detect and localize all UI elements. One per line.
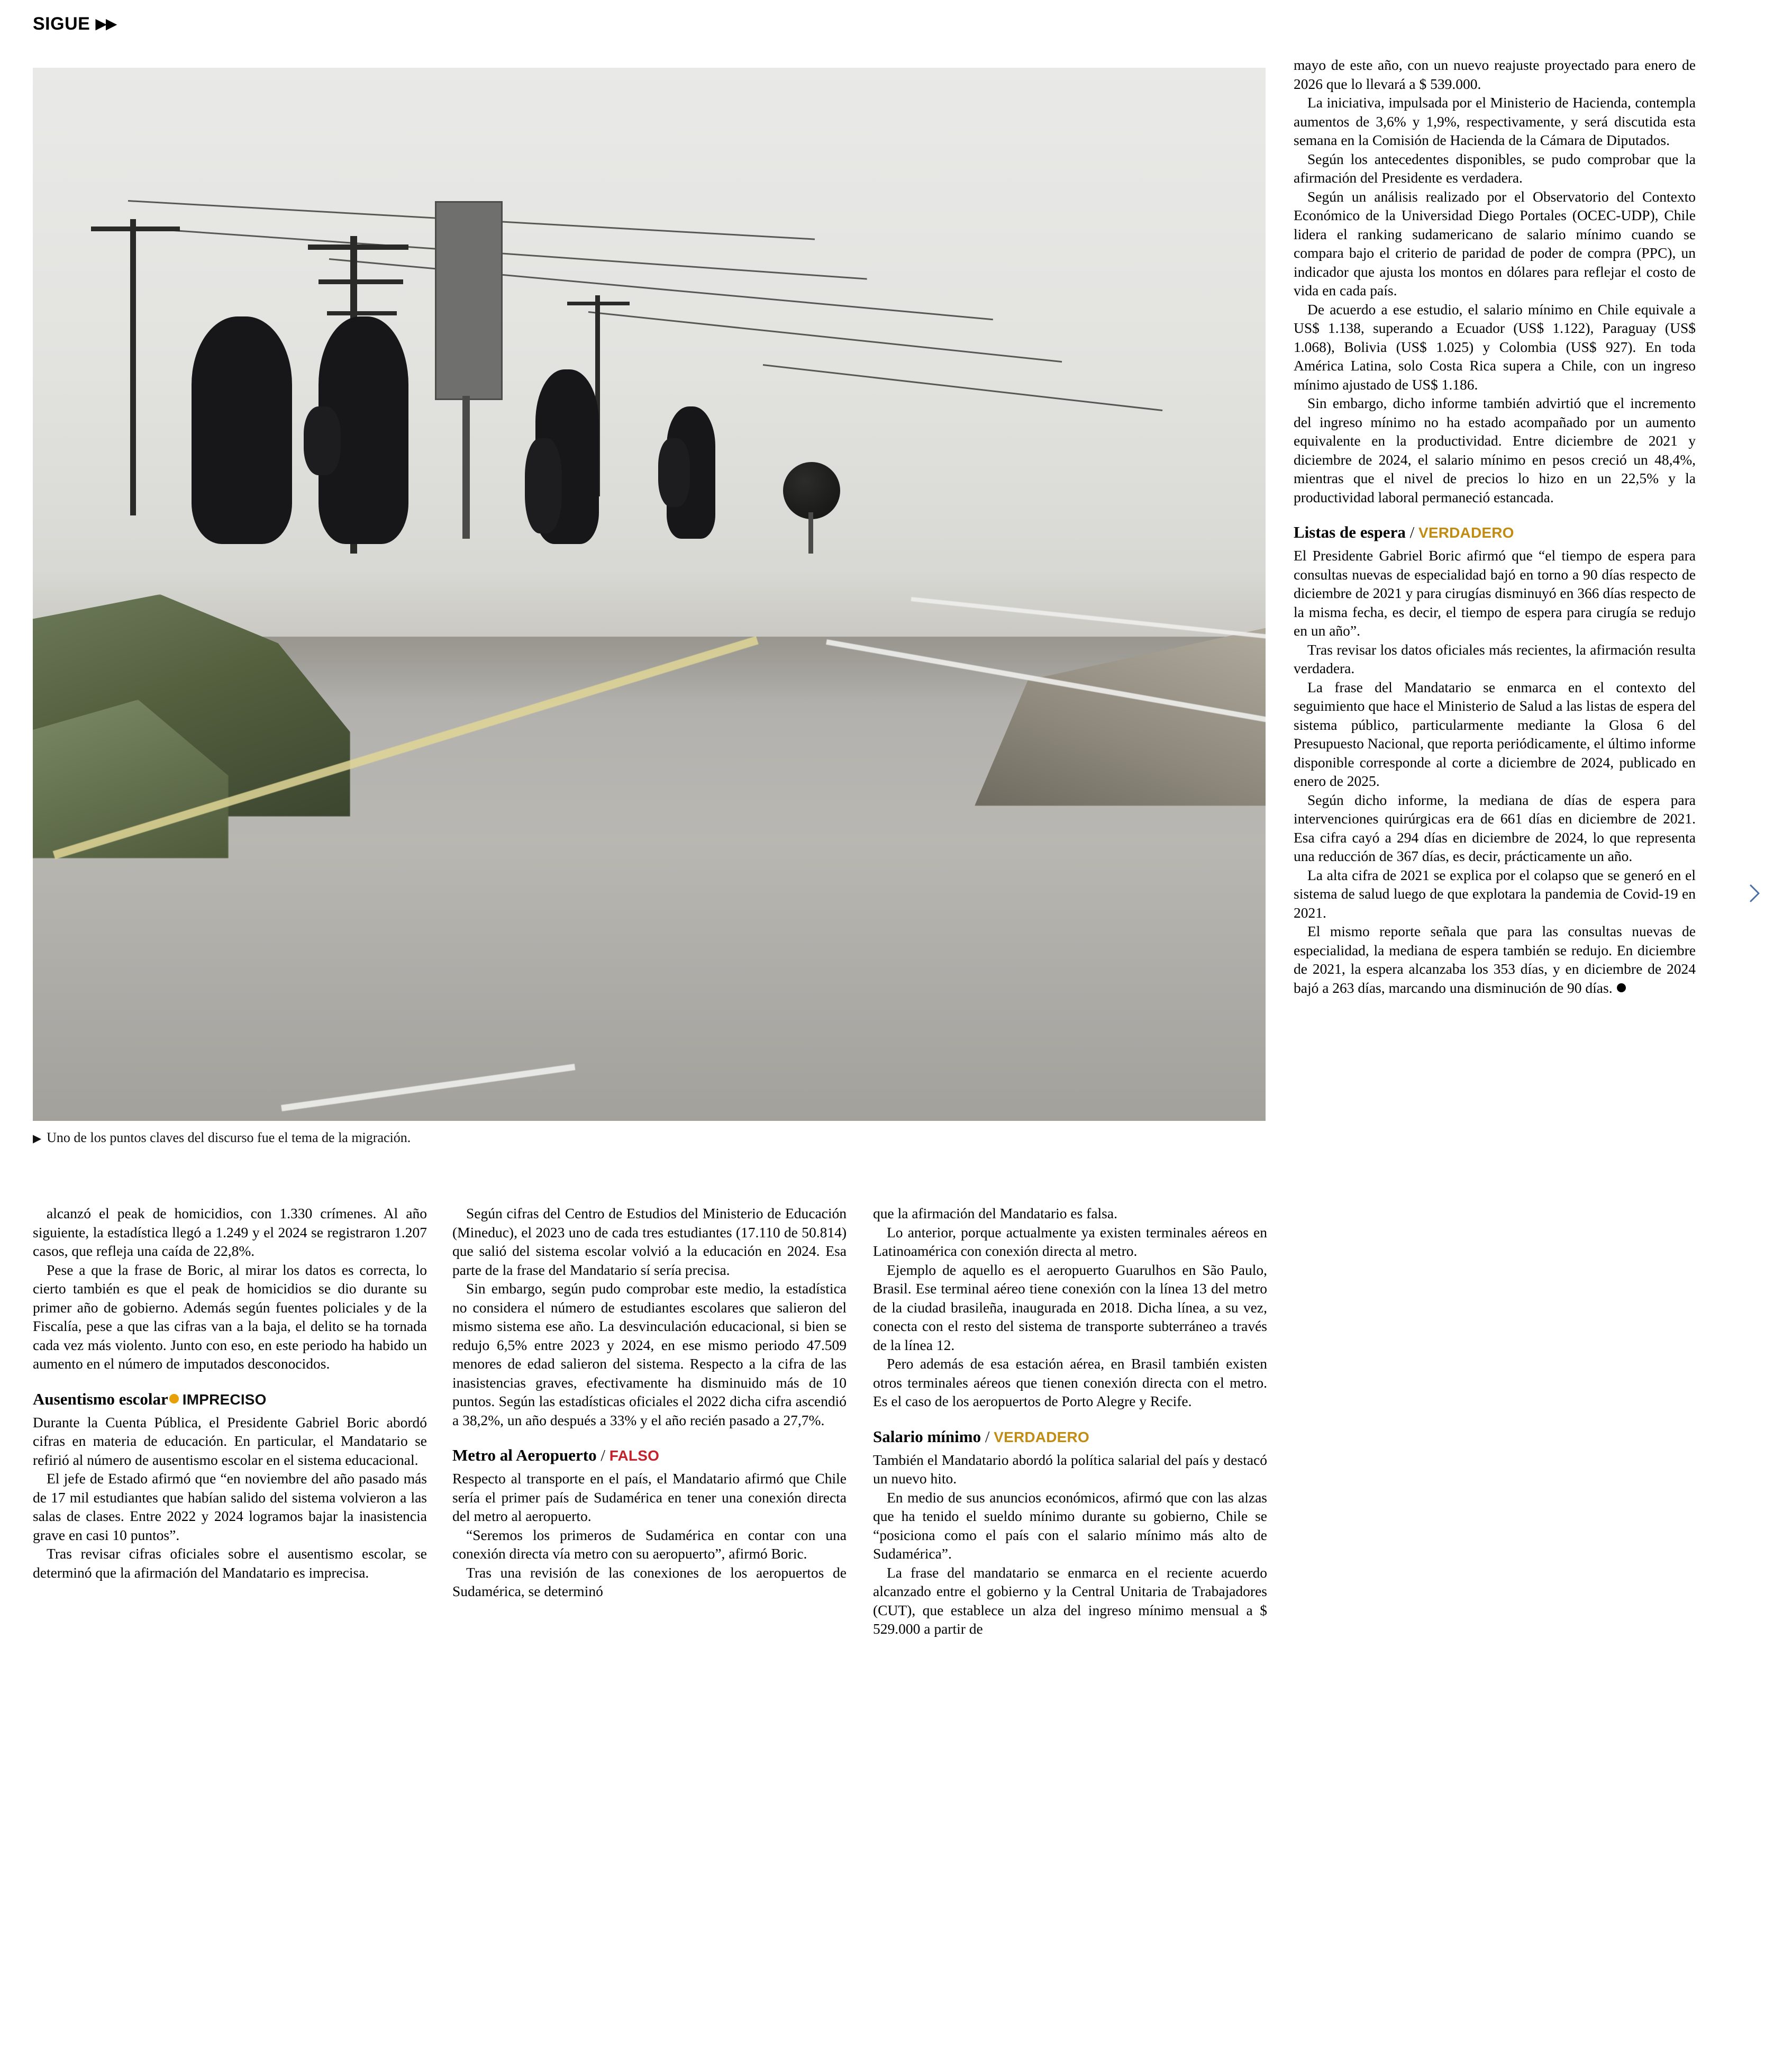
verdict-badge: VERDADERO bbox=[994, 1428, 1089, 1445]
text-column-3 bbox=[873, 1204, 1267, 1638]
paragraph: alcanzó el peak de homicidios, con 1.330 crímenes. Al año siguiente, la estadística llegó a 1.249 y el 2024 se registraron 1.207 casos, que refleja una caída de 22,8%. bbox=[33, 1205, 427, 1259]
impreciso-dot-icon bbox=[169, 1394, 179, 1403]
photo-pole-crossarm bbox=[91, 227, 180, 231]
text-column-2 bbox=[452, 1204, 847, 1601]
paragraph: Sin embargo, dicho informe también advirtió que el incremento del ingreso mínimo no ha estado acompañado por un aumento equivalente en la productividad. Entre diciembre de 2021 y diciembre de 2024, el salario mínimo en pesos creció un 48,4%, mientras que el nivel de precios lo hizo en un 22,5% y la productividad laboral permaneció estancada. bbox=[1294, 395, 1696, 505]
paragraph: También el Mandatario abordó la política salarial del país y destacó un nuevo hito. bbox=[873, 1451, 1267, 1487]
section-heading-metro-aeropuerto bbox=[452, 1445, 847, 1466]
paragraph: El jefe de Estado afirmó que “en noviembre del año pasado más de 17 mil estudiantes que habían salido del sistema volvieron a las salas de clases. Entre 2022 y 2024 logramos bajar la inasistencia grave en casi 10 puntos”. bbox=[33, 1470, 427, 1543]
text-column-4 bbox=[1294, 56, 1696, 997]
section-heading-listas-de-espera bbox=[1294, 522, 1696, 543]
photo-figure-bag bbox=[525, 438, 562, 533]
paragraph: Tras revisar cifras oficiales sobre el ausentismo escolar, se determinó que la afirmación del Mandatario es imprecisa. bbox=[33, 1545, 427, 1581]
caption-triangle-icon: ▶ bbox=[33, 1132, 42, 1145]
continues-marker bbox=[33, 14, 116, 34]
paragraph: La alta cifra de 2021 se explica por el colapso que se generó en el sistema de salud luego de que explotara la pandemia de Covid-19 en 2021. bbox=[1294, 866, 1696, 921]
section-slash: / bbox=[1405, 523, 1418, 541]
section-title: Salario mínimo bbox=[873, 1427, 981, 1446]
caption-text: Uno de los puntos claves del discurso fue el tema de la migración. bbox=[47, 1130, 411, 1145]
paragraph: “Seremos los primeros de Sudamérica en contar con una conexión directa vía metro con su aeropuerto”, afirmó Boric. bbox=[452, 1526, 847, 1562]
paragraph: Según un análisis realizado por el Observatorio del Contexto Económico de la Universidad Diego Portales (OCEC-UDP), Chile lidera el ranking sudamericano de salario mínimo cuando se compara bajo el criterio de paridad de poder de compra (PPC), un indicador que ajusta los montos en dólares para reflejar el costo de vida en cada país. bbox=[1294, 188, 1696, 298]
section-title: Listas de espera bbox=[1294, 523, 1406, 541]
paragraph: Respecto al transporte en el país, el Mandatario afirmó que Chile sería el primer país de Sudamérica en tener una conexión directa del metro al aeropuerto. bbox=[452, 1470, 847, 1524]
paragraph: Ejemplo de aquello es el aeropuerto Guarulhos en São Paulo, Brasil. Ese terminal aéreo tiene conexión con la línea 13 del metro de la ciudad brasileña, inaugurada en 2018. Dicha línea, a su vez, conecta con el resto del sistema de transporte subterráneo a través de la línea 12. bbox=[873, 1261, 1267, 1353]
continues-label: SIGUE bbox=[33, 14, 90, 34]
photo-satellite-dish bbox=[783, 462, 840, 519]
paragraph: El Presidente Gabriel Boric afirmó que “el tiempo de espera para consultas nuevas de especialidad bajó en torno a 90 días respecto de diciembre de 2021 y para cirugías disminuyó en 366 días respecto de la misma fecha, es decir, el tiempo de espera para cirugía se redujo en un año”. bbox=[1294, 547, 1696, 639]
photo-figure-bag bbox=[658, 438, 690, 507]
next-page-chevron-icon[interactable] bbox=[1742, 881, 1767, 905]
section-heading-salario-minimo bbox=[873, 1427, 1267, 1447]
article-photo bbox=[33, 68, 1266, 1121]
paragraph: En medio de sus anuncios económicos, afirmó que con las alzas que ha tenido el sueldo mínimo durante su gobierno, Chile se “posiciona como el país con el salario mínimo más alto de Sudamérica”. bbox=[873, 1489, 1267, 1562]
photo-canvas bbox=[33, 68, 1266, 1121]
photo-billboard-post bbox=[462, 396, 470, 539]
text-column-1 bbox=[33, 1204, 427, 1582]
photo-figure bbox=[192, 316, 292, 544]
photo-caption bbox=[33, 1130, 411, 1146]
photo-pole-crossarm bbox=[567, 302, 630, 305]
paragraph: Según dicho informe, la mediana de días de espera para intervenciones quirúrgicas era de 661 días en diciembre de 2021. Esa cifra cayó a 294 días en diciembre de 2024, lo que representa una reducción de 367 días, es decir, prácticamente un año. bbox=[1294, 791, 1696, 864]
photo-pole-crossarm bbox=[319, 279, 403, 284]
photo-pole-crossarm bbox=[308, 244, 408, 250]
paragraph: que la afirmación del Mandatario es falsa. bbox=[873, 1205, 1117, 1221]
section-title: Ausentismo escolar bbox=[33, 1389, 168, 1408]
paragraph: Pero además de esa estación aérea, en Brasil también existen otros terminales aéreos que tienen conexión directa con el metro. Es el caso de los aeropuertos de Porto Alegre y Recife. bbox=[873, 1355, 1267, 1409]
verdict-badge: VERDADERO bbox=[1418, 524, 1514, 541]
paragraph: Pese a que la frase de Boric, al mirar los datos es correcta, lo cierto también es que el peak de homicidios se dio durante su primer año de gobierno. Además según fuentes policiales y de la Fiscalía, pese a que las cifras van a la baja, el delito se ha tornada cada vez más violento. Junto con eso, en este periodo ha habido un aumento en el número de imputados desconocidos. bbox=[33, 1261, 427, 1372]
article-end-mark-icon bbox=[1617, 983, 1626, 992]
paragraph: Lo anterior, porque actualmente ya existen terminales aéreos en Latinoamérica con conexión directa al metro. bbox=[873, 1224, 1267, 1259]
paragraph: Sin embargo, según pudo comprobar este medio, la estadística no considera el número de estudiantes escolares que salieron del mismo sistema ese año. La desvinculación educacional, si bien se redujo 6,5% entre 2023 y 2024, en ese mismo periodo 47.509 menores de edad salieron del sistema. Respecto a la cifra de las inasistencias graves, efectivamente ha disminuido más de 10 puntos. Según las estadísticas oficiales el 2022 dicha cifra ascendió a 38,2%, un año después a 33% y el año recién pasado a 27,7%. bbox=[452, 1280, 847, 1428]
paragraph-last bbox=[1294, 922, 1696, 997]
paragraph: La iniciativa, impulsada por el Ministerio de Hacienda, contempla aumentos de 3,6% y 1,9%, respectivamente, y será discutida esta semana en la Comisión de Hacienda de la Cámara de Diputados. bbox=[1294, 94, 1696, 148]
section-heading-ausentismo bbox=[33, 1389, 427, 1410]
photo-figure-bag bbox=[304, 406, 341, 475]
verdict-badge: IMPRECISO bbox=[182, 1391, 267, 1408]
section-title: Metro al Aeropuerto bbox=[452, 1446, 597, 1464]
photo-billboard bbox=[435, 201, 503, 400]
paragraph: Según los antecedentes disponibles, se pudo comprobar que la afirmación del Presidente es verdadera. bbox=[1294, 150, 1696, 186]
paragraph: La frase del mandatario se enmarca en el reciente acuerdo alcanzado entre el gobierno y la Central Unitaria de Trabajadores (CUT), que establece un alza del ingreso mínimo mensual a $ 529.000 a partir de bbox=[873, 1564, 1267, 1637]
paragraph: De acuerdo a ese estudio, el salario mínimo en Chile equivale a US$ 1.138, superando a Ecuador (US$ 1.122), Paraguay (US$ 1.068), Bolivia (US$ 1.025) y Colombia (US$ 927). En toda América Latina, solo Costa Rica supera a Chile, con un ingreso mínimo ajustado de US$ 1.186. bbox=[1294, 301, 1696, 393]
paragraph: Tras una revisión de las conexiones de los aeropuertos de Sudamérica, se determinó bbox=[452, 1564, 847, 1599]
photo-utility-pole bbox=[130, 219, 136, 515]
paragraph: Tras revisar los datos oficiales más recientes, la afirmación resulta verdadera. bbox=[1294, 641, 1696, 676]
section-slash: / bbox=[981, 1427, 994, 1446]
photo-pole-crossarm bbox=[327, 311, 397, 315]
paragraph: La frase del Mandatario se enmarca en el contexto del seguimiento que hace el Ministerio de Salud a las listas de espera del sistema público, particularmente mediante la Glosa 6 del Presupuesto Nacional, que reporta periódicamente, el último informe disponible corresponde al corte a diciembre de 2024, publicado en enero de 2025. bbox=[1294, 678, 1696, 789]
verdict-badge: FALSO bbox=[609, 1447, 660, 1464]
paragraph: Según cifras del Centro de Estudios del Ministerio de Educación (Mineduc), el 2023 uno de cada tres estudiantes (17.110 de 50.814) que salió del sistema escolar volvió a la educación en 2024. Esa parte de la frase del Mandatario sí sería precisa. bbox=[452, 1205, 847, 1278]
section-slash: / bbox=[596, 1446, 610, 1464]
continues-arrows-icon: ▶▶ bbox=[95, 15, 116, 32]
paragraph: Durante la Cuenta Pública, el Presidente Gabriel Boric abordó cifras en materia de educación. En particular, el Mandatario se refirió al número de ausentismo escolar en el sistema educacional. bbox=[33, 1414, 427, 1468]
paragraph: mayo de este año, con un nuevo reajuste proyectado para enero de 2026 que lo llevará a $ 539.000. bbox=[1294, 57, 1696, 92]
photo-dish-post bbox=[808, 512, 813, 554]
paragraph-text: El mismo reporte señala que para las consultas nuevas de especialidad, la mediana de espera también se redujo. En diciembre de 2021, la espera alcanzaba los 353 días, y en diciembre de 2024 bajó a 263 días, marcando una disminución de 90 días. bbox=[1294, 923, 1696, 996]
